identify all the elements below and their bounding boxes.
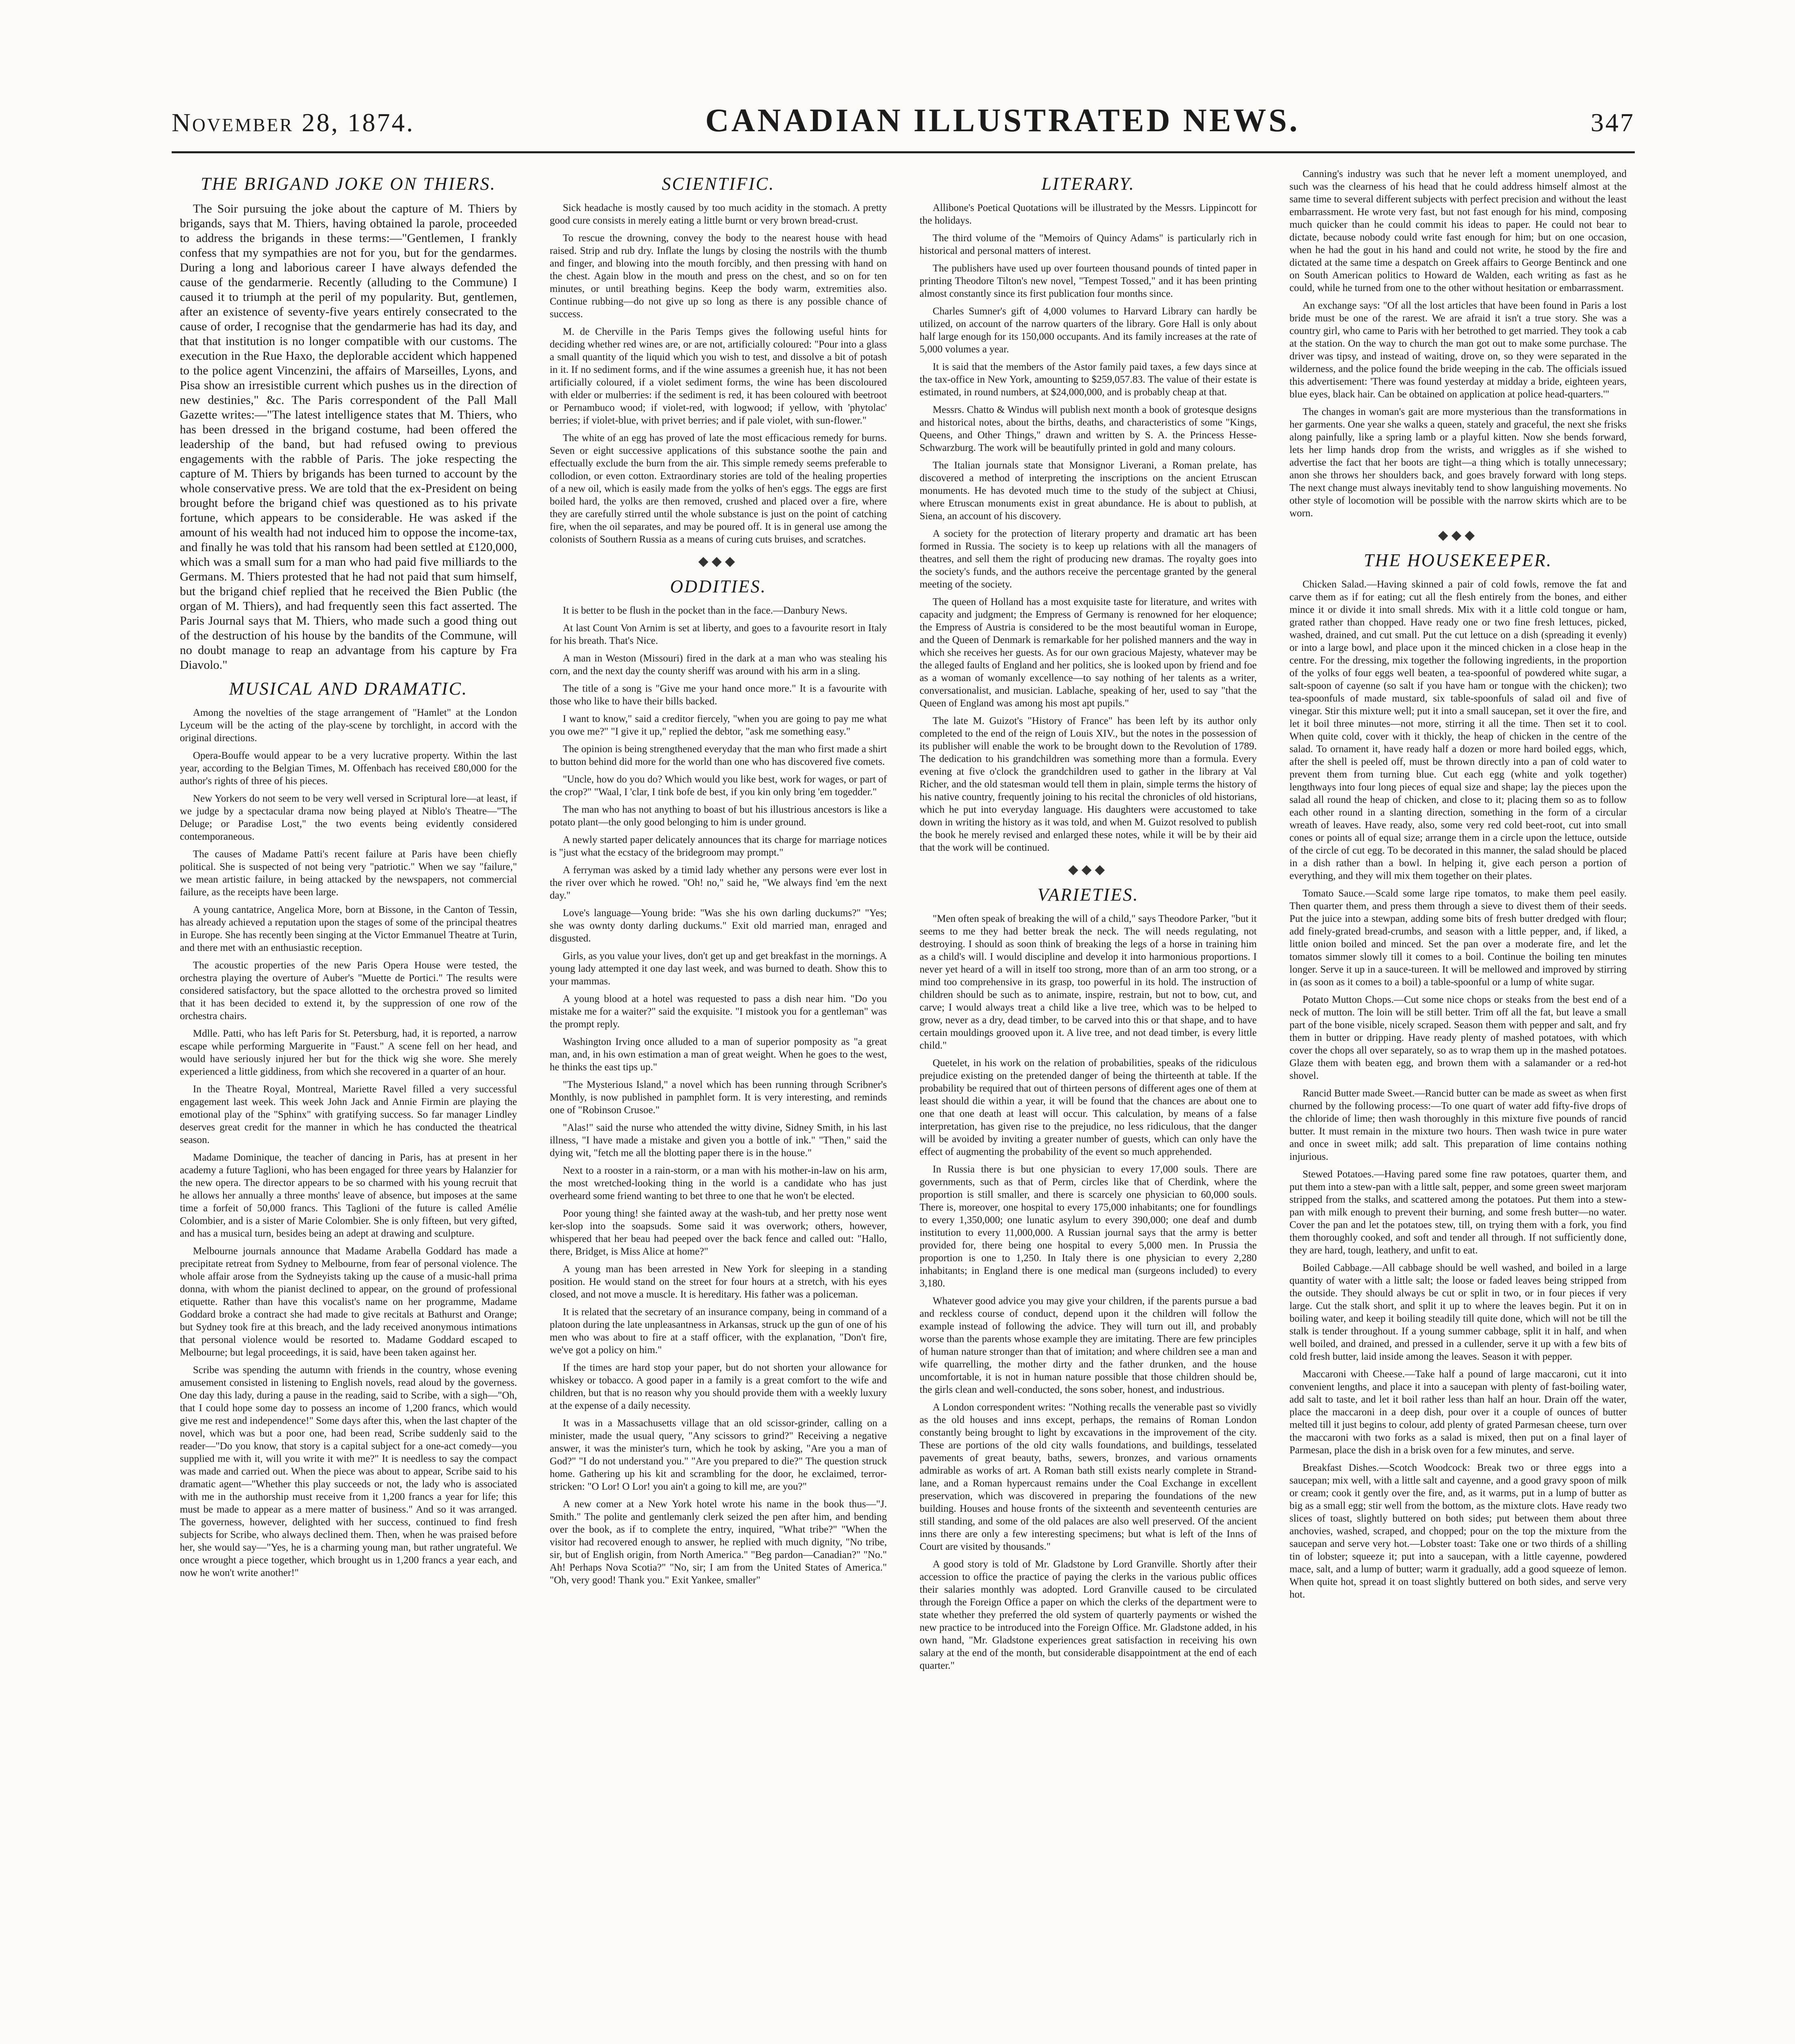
paragraph: Canning's industry was such that he never left a moment unemployed, and such was the clearness of his head that he could address himself almost at the same time to several different subjects with perfect precision and without the least embarrassment. He wrote very fast, but not fast enough for his mind, composing much quicker than he could commit his ideas to paper. He could not bear to dictate, because nobody could write fast enough for him; but on one occasion, when he had the gout in his hand and could not write, he stood by the fire and dictated at the same time a despatch on Greek affairs to George Bentinck and one on South American politics to Howard de Walden, each writing as fast as he could, while he turned from one to the other without hesitation or embarrassment. <box>1289 168 1627 294</box>
paragraph: Next to a rooster in a rain-storm, or a man with his mother-in-law on his arm, the most wretched-looking thing in the world is a candidate who has just overheard some friend wanting to bet three to one that he won't be elected. <box>550 1165 887 1201</box>
scientific-heading: SCIENTIFIC. <box>662 174 775 194</box>
paragraph: Scribe was spending the autumn with friends in the country, whose evening amusement consisted in listening to English novels, read aloud by the governess. One day this lady, during a pause in the reading, said to Scribe, with a sigh—"Oh, that I could hope some day to possess an income of 1,200 francs, which would give me rest and independence!" Some days after this, when the last chapter of the novel, which was but a poor one, had been read, Scribe suddenly said to the reader—"Do you know, that story is a capital subject for a one-act comedy—you supplied me with it, will you write it with me?" It is needless to say the compact was made and carried out. When the piece was about to appear, Scribe said to his dramatic agent—"Whether this play succeeds or not, the lady who is associated with me in the authorship must receive from it 1,200 francs a year for life; this must be made to appear as a mere matter of business." And so it was arranged. The governess, however, delighted with her success, continued to find fresh subjects for Scribe, who always declined them. Then, when he was praised before her, she would say—"Yes, he is a charming young man, but rather ungrateful. We once wrought a piece together, which brought us in 1,200 francs a year each, and now he won't write another!" <box>180 1365 517 1578</box>
paragraph: The late M. Guizot's "History of France" has been left by its author only completed to the end of the reign of Louis XIV., but the notes in the possession of its publisher will enable the work to be brought down to the Revolution of 1789. The dedication to his grandchildren was something more than a formula. Every evening at five o'clock the grandchildren used to gather in the library at Val Richer, and the old statesman would tell them in plain, simple terms the history of his native country, frequently joining to his recital the chronicles of old historians, which he put into everyday language. His daughters were accustomed to take down in writing the history as it was told, and when M. Guizot resolved to publish the book he merely revised and enlarged these notes, while it will be by their aid that the work will be continued. <box>920 715 1257 853</box>
paragraph: The opinion is being strengthened everyday that the man who first made a shirt to button behind did more for the world than one who has discovered five comets. <box>550 744 887 767</box>
housekeeper-article <box>1289 578 1627 1601</box>
paragraph: If the times are hard stop your paper, but do not shorten your allowance for whiskey or tobacco. A good paper in a family is a great comfort to the wife and children, but that is no reason why you should provide them with a weekly luxury at the expense of a daily necessity. <box>550 1362 887 1411</box>
paragraph: Madame Dominique, the teacher of dancing in Paris, has at present in her academy a future Taglioni, who has been engaged for three years by Halanzier for the new opera. The director appears to be so charmed with his young recruit that he allows her annually a three months' leave of absence, but imposes at the same time a forfeit of 50,000 francs. This Taglioni of the future is called Amélie Colombier, and is a sister of Marie Colombier. She is only fifteen, but very gifted, and has a musical turn, besides being an adept at drawing and sculpture. <box>180 1152 517 1239</box>
paragraph: A new comer at a New York hotel wrote his name in the book thus—"J. Smith." The polite and gentlemanly clerk seized the pen after him, and bending over the book, as if to complete the entry, inquired, "What tribe?" "When the visitor had recovered enough to answer, he replied with much dignity, "No tribe, sir, but of English origin, from North America." "Beg pardon—Canadian?" "No." Ah! Perhaps Nova Scotia?" "No, sir; I am from the United States of America." "Oh, very good! Thank you." Exit Yankee, smaller" <box>550 1499 887 1586</box>
paragraph: A ferryman was asked by a timid lady whether any persons were ever lost in the river over which he rowed. "Oh! no," said he, "We always find 'em the next day." <box>550 865 887 901</box>
musical-heading: MUSICAL AND DRAMATIC. <box>229 679 468 699</box>
brigand-heading: THE BRIGAND JOKE ON THIERS. <box>201 174 496 194</box>
paragraph: Opera-Bouffe would appear to be a very lucrative property. Within the last year, according to the Belgian Times, M. Offenbach has received £80,000 for the author's rights of three of his pieces. <box>180 750 517 787</box>
column-3 <box>911 168 1265 2044</box>
varieties-article <box>920 912 1257 1672</box>
masthead <box>172 102 1635 153</box>
paragraph: The queen of Holland has a most exquisite taste for literature, and writes with capacity and judgment; the Empress of Germany is renowned for her eloquence; the Empress of Austria is considered to be the most beautiful woman in Europe, and the Queen of Denmark is remarkable for her polished manners and the way in which she receives her guests. As for our own gracious Majesty, whatever may be the alleged faults of England and her politics, she is looked upon by friend and foe as a woman of womanly excellence—to say nothing of her talents as a writer, conversationalist, and musician. Lablache, speaking of her, used to say "that the Queen of England was among his most apt pupils." <box>920 596 1257 709</box>
paragraph: Breakfast Dishes.—Scotch Woodcock: Break two or three eggs into a saucepan; mix well, with a little salt and cayenne, and a good gravy spoon of milk or cream; cook it gently over the fire, and, as it warms, put in a lump of butter as big as a small egg; stir well from the bottom, as the mixture clots. Have ready two slices of toast, slightly buttered on both sides; put between them about three anchovies, washed, scraped, and chopped; pour on the top the mixture from the saucepan and serve very hot.—Lobster toast: Take one or two thirds of a shilling tin of lobster; squeeze it; put into a saucepan, with a little cayenne, powdered mace, salt, and a lump of butter; warm it gradually, add a good squeeze of lemon. When quite hot, spread it on toast slightly buttered on both sides, and serve very hot. <box>1289 1462 1627 1600</box>
paragraph: Whatever good advice you may give your children, if the parents pursue a bad and reckless course of conduct, depend upon it the children will follow the example instead of following the advice. They will turn out ill, and probably worse than the parents whose example they are imitating. There are few principles of human nature stronger than that of imitation; and where children see a man and wife quarrelling, the mother dirty and the father drunken, and the house uncomfortable, it is not in human nature possible that those children should be, the girls clean and well-conducted, the sons sober, honest, and industrious. <box>920 1295 1257 1395</box>
scientific-article <box>550 202 887 546</box>
paragraph: In the Theatre Royal, Montreal, Mariette Ravel filled a very successful engagement last week. This week John Jack and Annie Firmin are playing the emotional play of the "Sphinx" with gratifying success. So far manager Lindley deserves great credit for the manner in which he has conducted the theatrical season. <box>180 1084 517 1145</box>
page-number: 347 <box>1590 108 1635 137</box>
paragraph: New Yorkers do not seem to be very well versed in Scriptural lore—at least, if we judge by a spectacular drama now being played at Niblo's Theatre—"The Deluge; or Paradise Lost," the two events being evidently considered contemporaneous. <box>180 793 517 842</box>
paragraph: A young blood at a hotel was requested to pass a dish near him. "Do you mistake me for a waiter?" said the exquisite. "I mistook you for a gentleman" was the prompt reply. <box>550 993 887 1030</box>
paragraph: Boiled Cabbage.—All cabbage should be well washed, and boiled in a large quantity of water with a little salt; the loose or faded leaves being stripped from the outside. They should always be cut or split in two, or in four pieces if very large. Cut the stalk short, and split it up to where the leaves begin. Put it on in boiling water, and keep it boiling steadily till quite done, which will not be till the stalk is tender throughout. If a young summer cabbage, split it in half, and when well boiled, and drained, and pressed in a cullender, serve it up with a few bits of cold fresh butter, laid inside among the leaves. Season it with pepper. <box>1289 1262 1627 1362</box>
issue-date: November 28, 1874. <box>172 108 415 137</box>
paragraph: The title of a song is "Give me your hand once more." It is a favourite with those who like to have their bills backed. <box>550 683 887 707</box>
paragraph: Stewed Potatoes.—Having pared some fine raw potatoes, quarter them, and put them into a stew-pan with a little salt, pepper, and some green sweet marjoram stripped from the stalks, and scattered among the potatoes. Put them into a stew-pan with milk enough to prevent their burning, and some fresh butter—no water. Cover the pan and let the potatoes stew, till, on trying them with a fork, you find them thoroughly cooked, and soft and tender all through. If not sufficiently done, they are hard, tough, leathery, and unfit to eat. <box>1289 1169 1627 1256</box>
paragraph: A London correspondent writes: "Nothing recalls the venerable past so vividly as the old houses and inns except, perhaps, the remains of Roman London constantly being brought to light by excavations in the improvement of the city. These are portions of the old city walls foundations, and buildings, tesselated pavements of great beauty, baths, sewers, bronzes, and various ornaments admirable as works of art. A Roman bath still exists nearly complete in Strand-lane, and a Roman hypercaust remains under the Coal Exchange in excellent preservation, which was discovered in preparing the foundations of the new building. Houses and house fronts of the sixteenth and seventeenth centuries are still standing, and some of the old palaces are also well preserved. Of the ancient inns there are only a few interesting specimens; but what is left of the Inns of Court are visited by thousands." <box>920 1402 1257 1552</box>
paragraph: A man in Weston (Missouri) fired in the dark at a man who was stealing his corn, and the next day the county sheriff was around with his arm in a sling. <box>550 653 887 677</box>
paragraph: The third volume of the "Memoirs of Quincy Adams" is particularly rich in historical and personal matters of interest. <box>920 233 1257 256</box>
paragraph: "Men often speak of breaking the will of a child," says Theodore Parker, "but it seems to me they had better break the neck. The will needs regulating, not destroying. I should as soon think of breaking the legs of a horse in training him as a child's will. I would discipline and develop it into harmonious proportions. I never yet heard of a will in itself too strong, more than of an arm too strong, or a mind too comprehensive in its grasp, too powerful in its hold. The instruction of children should be such as to animate, inspire, restrain, but not to bow, cut, and carve; I would always treat a child like a live tree, which was to be helped to grow, never as a dry, dead timber, to be carved into this or that shape, and to have certain mouldings grooved upon it. A live tree, and not dead timber, is every little child." <box>920 913 1257 1051</box>
paragraph: The changes in woman's gait are more mysterious than the transformations in her garments. One year she walks a queen, stately and graceful, the next she frisks along painfully, like a spring lamb or a playful kitten. Now she bends forward, lets her limp hands drop from the wrists, and wriggles as if she wished to advertise the fact that her boots are tight—a thing which is totally unnecessary; anon she throws her shoulders back, and goes bravely forward with long steps. The next change must always inevitably tend to show languishing movements. No other style of locomotion will be possible with the narrow skirts which are to be worn. <box>1289 406 1627 519</box>
section-divider: ◆◆◆ <box>698 554 739 568</box>
paragraph: Love's language—Young bride: "Was she his own darling duckums?" "Yes; she was ownty donty darling duckums." Exit old married man, enraged and disgusted. <box>550 908 887 944</box>
paragraph: In Russia there is but one physician to every 17,000 souls. There are governments, such as that of Perm, circles like that of Cherdink, where the proportion is still smaller, and there is scarcely one physician to 60,000 souls. There is, moreover, one hospital to every 175,000 inhabitants; one for foundlings to every 1,350,000; one lunatic asylum to every 390,000; one deaf and dumb institution to every 11,000,000. A Russian journal says that the army is better provided for, there being one hospital to every 5,000 men. In Prussia the proportion is one to 1,250. In Italy there is one physician to every 2,280 inhabitants; in England there is one medical man (surgeons included) to every 3,180. <box>920 1164 1257 1289</box>
paragraph: Rancid Butter made Sweet.—Rancid butter can be made as sweet as when first churned by the following process:—To one quart of water add fifty-five drops of the chloride of lime; then wash thoroughly in this mixture five pounds of rancid butter. It must remain in the mixture two hours. Then wash twice in pure water and once in sweet milk; add salt. This preparation of lime contains nothing injurious. <box>1289 1088 1627 1162</box>
paragraph: Chicken Salad.—Having skinned a pair of cold fowls, remove the fat and carve them as if for eating; cut all the flesh entirely from the bones, and either mince it or divide it into small shreds. Mix with it a little cold tongue or ham, grated rather than chopped. Have ready one or two fine fresh lettuces, picked, washed, drained, and cut small. Put the cut lettuce on a dish (spreading it evenly) or into a large bowl, and place upon it the minced chicken in a close heap in the centre. For the dressing, mix together the following ingredients, in the proportion of the yolks of four eggs well beaten, a tea-spoonful of powdered white sugar, a salt-spoon of cayenne (so salt if you have ham or tongue with the chicken); two tea-spoonfuls of made mustard, six table-spoonfuls of salad oil and five of vinegar. Stir this mixture well; put it into a small saucepan, set it over the fire, and let it boil three minutes—not more, stirring it all the time. Then set it to cool. When quite cold, cover with it thickly, the heap of chicken in the centre of the salad. To ornament it, have ready half a dozen or more hard boiled eggs, which, after the shell is peeled off, must be thrown directly into a pan of cold water to prevent them from turning blue. Cut each egg (white and yolk together) lengthways into four long pieces of equal size and shape; lay the pieces upon the salad all round the heap of chicken, and close to it; placing them so as to follow each other round in a slanting direction, something in the form of a circular wreath of leaves. Have ready, also, some very red cold beet-root, cut into small cones or points all of equal size; arrange them in a circle upon the lettuce, outside of the circle of cut egg. To be decorated in this manner, the salad should be placed in a dish rather than a bowl. In helping it, give each person a portion of everything, and they will mix them together on their plates. <box>1289 579 1627 881</box>
paragraph: I want to know," said a creditor fiercely, "when you are going to pay me what you owe me?" "I give it up," replied the debtor, "ask me something easy." <box>550 713 887 737</box>
varieties-heading: VARIETIES. <box>1037 885 1139 905</box>
paragraph: Washington Irving once alluded to a man of superior pomposity as "a great man, and, in his own estimation a man of great weight. When he goes to the west, he thinks the east tips up." <box>550 1036 887 1073</box>
literary-heading: LITERARY. <box>1041 174 1135 194</box>
paragraph: Girls, as you value your lives, don't get up and get breakfast in the mornings. A young lady attempted it one day last week, and was burned to death. Show this to your mammas. <box>550 950 887 987</box>
paragraph: A newly started paper delicately announces that its charge for marriage notices is "just what the ecstacy of the bridegroom may prompt." <box>550 834 887 858</box>
column-4 <box>1281 168 1635 2044</box>
paragraph: The white of an egg has proved of late the most efficacious remedy for burns. Seven or eight successive applications of this substance soothe the pain and effectually exclude the burn from the air. This simple remedy seems preferable to collodion, or even cotton. Extraordinary stories are told of the healing properties of a new oil, which is easily made from the yolks of hen's eggs. The eggs are first boiled hard, the yolks are then removed, crushed and placed over a fire, where they are carefully stirred until the whole substance is just on the point of catching fire, when the oil separates, and may be poured off. It is in general use among the colonists of Southern Russia as a means of curing cuts bruises, and scratches. <box>550 433 887 545</box>
paragraph: It is said that the members of the Astor family paid taxes, a few days since at the tax-office in New York, amounting to $259,057.83. The value of their estate is estimated, in round numbers, at $24,000,000, and is probably cheap at that. <box>920 361 1257 398</box>
paragraph: Messrs. Chatto & Windus will publish next month a book of grotesque designs and historical notes, about the births, deaths, and characteristics of some "Kings, Queens, and Other Things," drawn and written by S. A. the Princess Hesse-Schwarzburg. The work will be beautifully printed in gold and many colours. <box>920 404 1257 453</box>
paragraph: Allibone's Poetical Quotations will be illustrated by the Messrs. Lippincott for the holidays. <box>920 202 1257 226</box>
paragraph: It is related that the secretary of an insurance company, being in command of a platoon during the late unpleasantness in Arkansas, struck up the gun of one of his men who was about to fire at a staff officer, with the explanation, "Don't fire, we've got a policy on him." <box>550 1307 887 1356</box>
paragraph: The Soir pursuing the joke about the capture of M. Thiers by brigands, says that M. Thiers, having obtained la parole, proceeded to address the brigands in these terms:—"Gentlemen, I frankly confess that my sympathies are not for you, but for the gendarmes. During a long and laborious career I have always defended the cause of the gendarmerie. Recently (alluding to the Commune) I caused it to triumph at the peril of my popularity. But, gentlemen, after an existence of seventy-five years entirely consecrated to the cause of order, I recognise that the gendarmerie has had its day, and that that institution is no longer compatible with our customs. The execution in the Rue Haxo, the deplorable accident which happened to the police agent Vincenzini, the affairs of Marseilles, Lyons, and Pisa show an irresistible current which pushes us in the direction of new destinies," &c. The Paris correspondent of the Pall Mall Gazette writes:—"The latest intelligence states that M. Thiers, who has been dressed in the brigand costume, had been offered the leadership of the band, but had refused owing to previous engagements with the rabble of Paris. The joke respecting the capture of M. Thiers by brigands has been turned to account by the whole conservative press. We are told that the ex-President on being brought before the brigand chief was questioned as to his private fortune, which appears to be considerable. He was asked if the amount of his wealth had not induced him to oppose the income-tax, and finally he was told that his ransom had been settled at £120,000, which was a small sum for a man who had paid five milliards to the Germans. M. Thiers protested that he had not paid that sum himself, but the brigand chief replied that he received the Bien Public (the organ of M. Thiers), and had frequently seen this fact asserted. The Paris Journal says that M. Thiers, who made such a good thing out of the destruction of his house by the bandits of the Commune, will no doubt manage to reap an advantage from his capture by Fra Diavolo." <box>180 202 517 672</box>
paragraph: The man who has not anything to boast of but his illustrious ancestors is like a potato plant—the only good belonging to him is under ground. <box>550 804 887 828</box>
brigand-article <box>180 202 517 672</box>
paragraph: An exchange says: "Of all the lost articles that have been found in Paris a lost bride must be one of the rarest. We are afraid it isn't a true story. She was a country girl, who came to Paris with her betrothed to get married. They took a cab at the station. On the way to church the man got out to make some purchase. The driver was tipsy, and instead of waiting, drove on, so they were separated in the wilderness, and the police found the bride weeping in the cab. The officials issued this advertisement: 'There was found yesterday at midday a bride, eighteen years, blue eyes, black hair. Can be obtained on application at police head-quarters.'" <box>1289 300 1627 400</box>
paragraph: Mdlle. Patti, who has left Paris for St. Petersburg, had, it is reported, a narrow escape while performing Marguerite in "Faust." A scene fell on her head, and would have seriously injured her but for the thick wig she wore. She merely experienced a little giddiness, from which she recovered in a quarter of an hour. <box>180 1028 517 1077</box>
paragraph: The acoustic properties of the new Paris Opera House were tested, the orchestra playing the overture of Auber's "Muette de Portici." The results were considered satisfactory, but the space allotted to the orchestra proved so limited that it has been decided to extend it, by the suppression of one row of the orchestra chairs. <box>180 960 517 1022</box>
section-divider: ◆◆◆ <box>1068 862 1108 876</box>
paragraph: The causes of Madame Patti's recent failure at Paris have been chiefly political. She is suspected of not being very "patriotic." When we say "failure," we mean artistic failure, in being attacked by the newspapers, not commercial failure, as the receipts have been large. <box>180 849 517 898</box>
paragraph: "Uncle, how do you do? Which would you like best, work for wages, or part of the crop?" "Waal, I 'clar, I tink bofe de best, if you kin only bring 'em togedder." <box>550 774 887 798</box>
housekeeper-heading: THE HOUSEKEEPER. <box>1363 550 1553 570</box>
newspaper-title: CANADIAN ILLUSTRATED NEWS. <box>705 103 1300 139</box>
paragraph: Poor young thing! she fainted away at the wash-tub, and her pretty nose went ker-slop into the soapsuds. Some said it was overwork; others, however, whispered that her beau had peeped over the back fence and called out: "Hallo, there, Bridget, is Miss Alice at home?" <box>550 1208 887 1257</box>
paragraph: It was in a Massachusetts village that an old scissor-grinder, calling on a minister, made the usual query, "Any scissors to grind?" Receiving a negative answer, it was the minister's turn, which he took by asking, "Are you a man of God?" "I do not understand you." "Are you prepared to die?" The question struck home. Gathering up his kit and scrambling for the door, he exclaimed, terror-stricken: "O Lor! O Lor! you ain't a going to kill me, are you?" <box>550 1418 887 1492</box>
column-2 <box>542 168 895 2044</box>
column-1 <box>172 168 525 2044</box>
paragraph: Melbourne journals announce that Madame Arabella Goddard has made a precipitate retreat from Sydney to Melbourne, from fear of personal violence. The whole affair arose from the Sydneyists taking up the cause of a music-hall prima donna, with whom the pianist declined to appear, on the ground of professional etiquette. Rather than have this vocalist's name on her programme, Madame Goddard broke a contract she had made to give recitals at Bathurst and Orange; but Sydney took fire at this breach, and the lady received anonymous intimations that personal violence would be resorted to. Madame Goddard escaped to Melbourne; but legal proceedings, it is said, have been taken against her. <box>180 1246 517 1358</box>
paragraph: "Alas!" said the nurse who attended the witty divine, Sidney Smith, in his last illness, "I have made a mistake and given you a bottle of ink." "Then," said the dying wit, "fetch me all the blotting paper there is in the house." <box>550 1122 887 1159</box>
paragraph: M. de Cherville in the Paris Temps gives the following useful hints for deciding whether red wines are, or are not, artificially coloured: "Pour into a glass a small quantity of the liquid which you wish to test, and dissolve a bit of potash in it. If no sediment forms, and if the wine assumes a greenish hue, it has not been artificially coloured, if a violet sediment forms, the wine has been discoloured with elder or mulberries: if the sediment is red, it has been coloured with beetroot or Pernambuco wood; if violet-red, with logwood; if yellow, with 'phytolac' berries; if violet-blue, with privet berries; and if pale violet, with sun-flower." <box>550 326 887 426</box>
paragraph: Tomato Sauce.—Scald some large ripe tomatos, to make them peel easily. Then quarter them, and press them through a sieve to divest them of their seeds. Put the juice into a stewpan, adding some bits of fresh butter dredged with flour; add finely-grated bread-crumbs, and season with a little pepper, and, if liked, a little onion boiled and minced. Set the pan over a moderate fire, and let the tomatos simmer slowly till it comes to a boil. Continue the boiling ten minutes longer. Serve it up in a sauce-tureen. It will be mellowed and improved by stirring in (as soon as it comes to a boil) a table-spoonful or a lump of white sugar. <box>1289 888 1627 988</box>
paragraph: Maccaroni with Cheese.—Take half a pound of large maccaroni, cut it into convenient lengths, and place it into a saucepan with plenty of fast-boiling water, add salt to taste, and let it boil rather less than half an hour. Drain off the water, place the maccaroni in a deep dish, pour over it a couple of ounces of butter melted till it just begins to colour, add plenty of grated Parmesan cheese, turn over the maccaroni with two forks as a salad is mixed, then put on a final layer of Parmesan, place the dish in a brisk oven for a few minutes, and serve. <box>1289 1369 1627 1456</box>
paragraph: Charles Sumner's gift of 4,000 volumes to Harvard Library can hardly be utilized, on account of the narrow quarters of the library. Gore Hall is only about half large enough for its 150,000 occupants. And its family increases at the rate of 5,000 volumes a year. <box>920 306 1257 355</box>
paragraph: It is better to be flush in the pocket than in the face.—Danbury News. <box>563 605 848 616</box>
paragraph: Sick headache is mostly caused by too much acidity in the stomach. A pretty good cure consists in merely eating a little burnt or very brown bread-crust. <box>550 202 887 226</box>
section-divider: ◆◆◆ <box>1438 527 1478 542</box>
paragraph: A society for the protection of literary property and dramatic art has been formed in Russia. The society is to keep up relations with all the managers of theatres, and sell them the right of producing new dramas. The royalty goes into the society's funds, and the authors receive the percentage granted by the general meeting of the society. <box>920 528 1257 590</box>
paragraph: The Italian journals state that Monsignor Liverani, a Roman prelate, has discovered a method of interpreting the inscriptions on the ancient Etruscan monuments. He has devoted much time to the study of the subject at Chiusi, where Etruscan monuments exist in great abundance. He is about to publish, at Siena, an account of his discovery. <box>920 460 1257 522</box>
paragraph: A young cantatrice, Angelica More, born at Bissone, in the Canton of Tessin, has already achieved a reputation upon the stages of some of the principal theatres in Europe. She has recently been singing at the Victor Emmanuel Theatre at Turin, and there met with an enthusiastic reception. <box>180 904 517 953</box>
musical-article <box>180 706 517 1579</box>
paragraph: At last Count Von Arnim is set at liberty, and goes to a favourite resort in Italy for his breath. That's Nice. <box>550 623 887 646</box>
paragraph: A young man has been arrested in New York for sleeping in a standing position. He would stand on the street for four hours at a stretch, with his eyes closed, and not move a muscle. It is hereditary. His father was a policeman. <box>550 1264 887 1300</box>
paragraph: A good story is told of Mr. Gladstone by Lord Granville. Shortly after their accession to office the practice of paying the clerks in the various public offices their salaries monthly was adopted. Lord Granville caused to be circulated through the Foreign Office a paper on which the clerks of the department were to state whether they preferred the old system of quarterly payments or wished the new practice to be introduced into the Foreign Office. Mr. Gladstone added, in his own hand, "Mr. Gladstone experiences great satisfaction in receiving his own salary at the end of the month, but considerable disappointment at the end of each quarter." <box>920 1559 1257 1671</box>
article-columns <box>172 168 1635 2044</box>
miscellany-article <box>1289 168 1627 520</box>
paragraph: Quetelet, in his work on the relation of probabilities, speaks of the ridiculous prejudice existing on the pretended danger of being the thirteenth at table. If the probability be required that out of thirteen persons of different ages one of them at least should die within a year, it will be found that the chances are about one to one that one death at least will occur. This calculation, by means of a false interpretation, has given rise to the prejudice, no less ridiculous, that the danger will be avoided by inviting a greater number of guests, which can only have the effect of augmenting the probability of the event so much apprehended. <box>920 1058 1257 1157</box>
oddities-article <box>550 604 887 1587</box>
oddities-heading: ODDITIES. <box>670 576 767 596</box>
paragraph: "The Mysterious Island," a novel which has been running through Scribner's Monthly, is now published in pamphlet form. It is very interesting, and reminds one of "Robinson Crusoe." <box>550 1079 887 1116</box>
paragraph: To rescue the drowning, convey the body to the nearest house with head raised. Strip and rub dry. Inflate the lungs by closing the nostrils with the thumb and finger, and blowing into the mouth forcibly, and then pressing with hand on the chest. Again blow in the mouth and press on the chest, and so on for ten minutes, or until breathing begins. Keep the body warm, extremities also. Continue rubbing—do not give up so long as there is any possible chance of success. <box>550 233 887 320</box>
paragraph: Among the novelties of the stage arrangement of "Hamlet" at the London Lyceum will be the acting of the play-scene by torchlight, in accord with the original directions. <box>180 707 517 744</box>
paragraph: Potato Mutton Chops.—Cut some nice chops or steaks from the best end of a neck of mutton. The loin will be still better. Trim off all the fat, but leave a small part of the bone visible, nicely scraped. Season them with pepper and salt, and fry them in butter or dripping. Have ready plenty of mashed potatoes, with which cover the chops all over separately, so as to wrap them up in the mashed potatoes. Glaze them with beaten egg, and brown them with a salamander or a red-hot shovel. <box>1289 994 1627 1081</box>
literary-article <box>920 202 1257 854</box>
paragraph: The publishers have used up over fourteen thousand pounds of tinted paper in printing Theodore Tilton's new novel, "Tempest Tossed," and it has been printing almost constantly since its first publication four months since. <box>920 263 1257 299</box>
